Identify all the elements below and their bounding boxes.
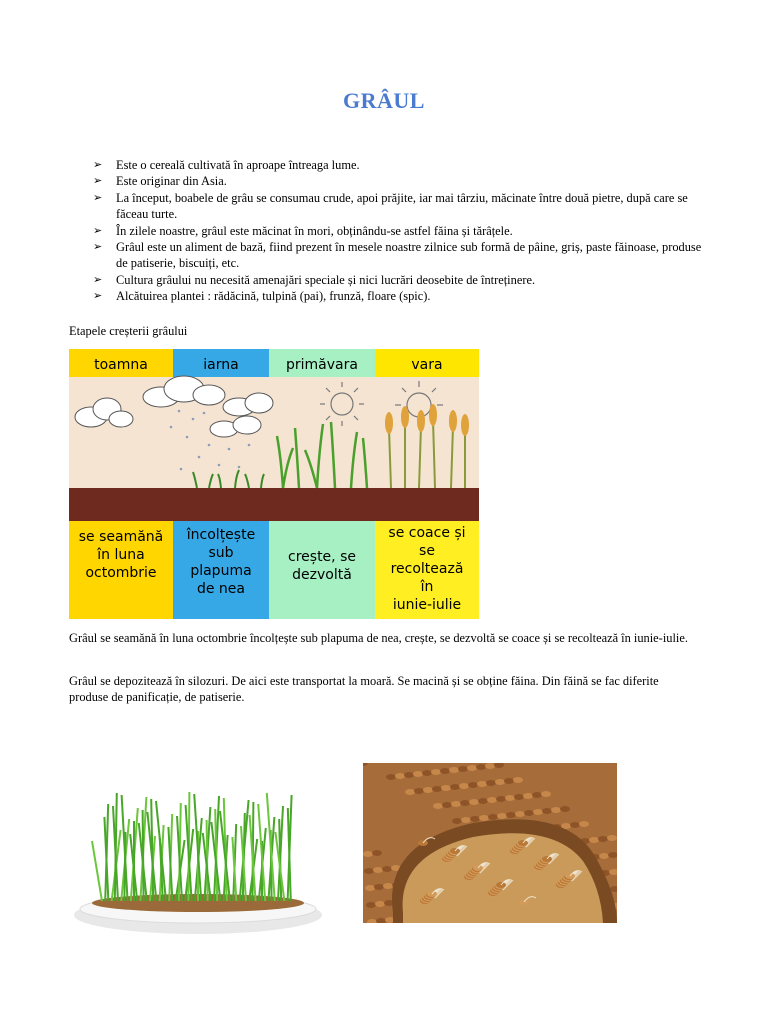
fact-text: La început, boabele de grâu se consumau crude, apoi prăjite, iar mai târziu, măcinate între două pietre, după care se făceau turte. [116,190,688,222]
fact-text: Este o cereală cultivată în aproape întreaga lume. [116,158,360,172]
fact-text: Grâul este un aliment de bază, fiind prezent în mesele noastre zilnice sub formă de pâine, griș, paste făinoase, produse de patiserie, biscuiți, etc. [116,240,702,271]
season-label-toamna: toamna [94,357,148,373]
arrowhead-bullet-icon: ➢ [93,158,103,171]
page-title: GRÂUL [343,88,425,113]
fact-item [93,190,705,223]
fact-item [93,157,705,173]
arrowhead-bullet-icon: ➢ [93,174,103,188]
season-label-iarna: iarna [203,357,239,373]
season-label-primavara: primăvara [286,357,358,373]
growth-stages-heading: Etapele creșterii grâului [69,324,188,338]
fact-text: În zilele noastre, grâul este măcinat în mori, obținându-se astfel făina și tărâțele. [116,223,513,238]
facts-list [93,157,705,305]
fact-text: Alcătuirea plantei : rădăcină, tulpină (pai), frunză, floare (spic). [116,289,431,304]
caption-line-vara: se coace și [388,525,466,541]
caption-line-vara: iunie-iulie [392,597,462,613]
caption-line-toamna: se seamănă [78,529,164,545]
fact-item [93,223,705,239]
caption-line-iarna: plapuma [190,563,252,579]
sprouted-wheat-in-wooden-spoon-photo [363,763,617,923]
caption-line-vara: recoltează [390,561,464,577]
caption-line-vara: se [419,543,435,559]
caption-line-iarna: sub [208,545,234,561]
caption-line-primăvara: dezvoltă [292,567,352,583]
caption-line-iarna: de nea [196,581,246,597]
soil-layer [69,488,479,521]
caption-line-primăvara: crește, se [288,549,356,565]
arrowhead-bullet-icon: ➢ [93,272,103,286]
arrowhead-bullet-icon: ➢ [93,223,103,237]
wheat-growth-stages-diagram [69,349,479,619]
paragraph-sowing-cycle: Grâul se seamănă în luna octombrie încolțește sub plapuma de nea, crește, se dezvoltă se coace și se recoltează în iunie-iulie. [69,631,688,645]
season-label-vara: vara [411,357,443,373]
fact-item [93,288,705,304]
fact-text: Este originar din Asia. [116,174,227,189]
fact-text: Cultura grâului nu necesită amenajări speciale și nici lucrări deosebite de întreținere. [116,272,536,287]
caption-line-toamna: în luna [97,547,145,563]
arrowhead-bullet-icon: ➢ [93,240,103,254]
fact-item [93,272,705,288]
fact-item [93,239,705,272]
arrowhead-bullet-icon: ➢ [93,190,103,204]
paragraph-storage: Grâul se depozitează în silozuri. De aici este transportat la moară. Se macină și se obține făina. Din făină se fac diferite produse de panificație, de patiserie. [69,674,659,705]
caption-line-iarna: încolțește [186,527,256,543]
arrowhead-bullet-icon: ➢ [93,289,103,303]
wheatgrass-on-plate-photo [74,775,322,935]
caption-line-toamna: octombrie [85,565,157,581]
caption-line-vara: în [420,579,434,595]
fact-item [93,173,705,189]
